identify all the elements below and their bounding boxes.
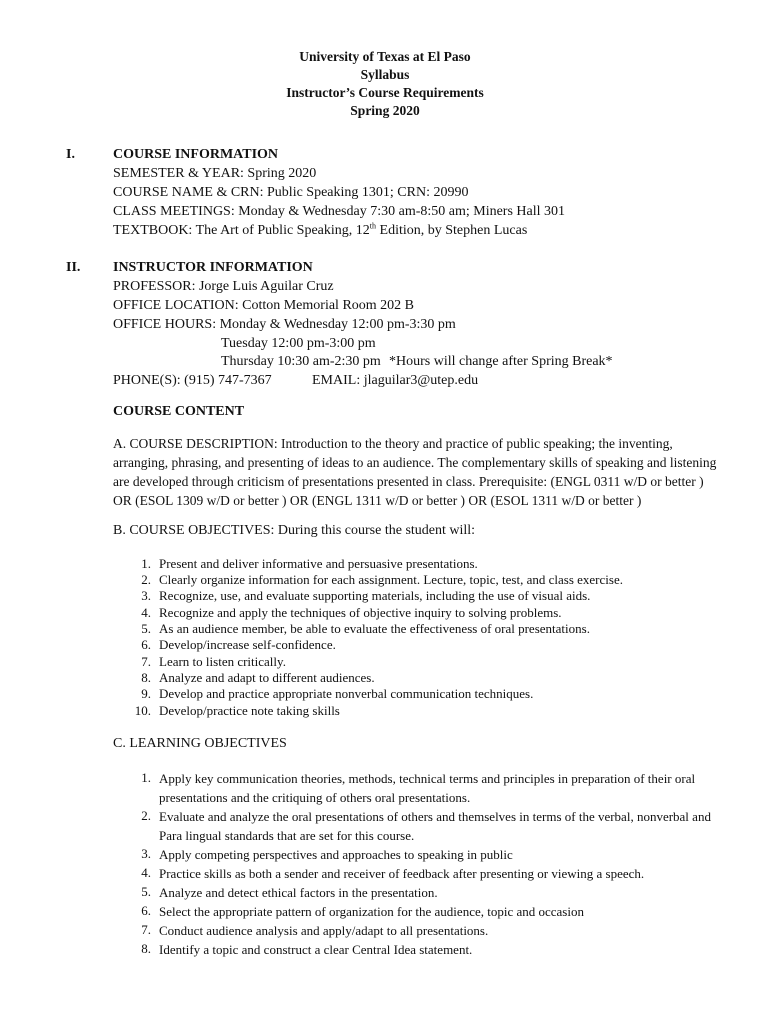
course-objectives-heading: B. COURSE OBJECTIVES: During this course the student will: <box>113 523 476 538</box>
list-number: 10. <box>134 703 151 718</box>
list-number: 8. <box>141 670 151 685</box>
list-number: 7. <box>141 654 151 669</box>
semester-line: SEMESTER & YEAR: Spring 2020 <box>113 166 317 181</box>
list-number: 4. <box>141 605 151 620</box>
list-item: Recognize, use, and evaluate supporting materials, including the use of visual aids. <box>159 588 591 603</box>
course-content-heading: COURSE CONTENT <box>113 404 245 419</box>
hours-change-note: *Hours will change after Spring Break* <box>389 354 613 369</box>
class-meetings-line: CLASS MEETINGS: Monday & Wednesday 7:30 am-8:50 am; Miners Hall 301 <box>113 204 566 219</box>
office-hours-tuesday: Tuesday 12:00 pm-3:00 pm <box>221 336 376 351</box>
section-2-numeral: II. <box>66 260 81 275</box>
list-item: Develop/practice note taking skills <box>159 703 340 718</box>
list-item: Apply competing perspectives and approaches to speaking in public <box>159 847 513 862</box>
course-description: A. COURSE DESCRIPTION: Introduction to the theory and practice of public speaking; the inventing, arranging, phrasing, and presenting of ideas to an audience. The complementary skills of speaking and listening are developed through criticism of presentations presented in class. Prerequisite: (ENGL 0311 w/D or better ) OR (ESOL 1309 w/D or better ) OR (ENGL 1311 w/D or better ) OR (ESOL 1311 w/D or better ) <box>113 436 717 508</box>
office-location-line: OFFICE LOCATION: Cotton Memorial Room 202 B <box>113 298 415 313</box>
list-item: Learn to listen critically. <box>159 654 286 669</box>
list-item: Select the appropriate pattern of organization for the audience, topic and occasion <box>159 904 584 919</box>
list-item: Clearly organize information for each assignment. Lecture, topic, test, and class exercise. <box>159 572 623 587</box>
list-item: Conduct audience analysis and apply/adapt to all presentations. <box>159 923 489 938</box>
document-type: Syllabus <box>360 67 410 82</box>
email-line: EMAIL: jlaguilar3@utep.edu <box>312 373 479 388</box>
list-number: 4. <box>141 865 151 880</box>
university-title: University of Texas at El Paso <box>299 49 471 64</box>
list-number: 8. <box>141 941 151 956</box>
list-item: Develop and practice appropriate nonverbal communication techniques. <box>159 686 534 701</box>
textbook-edition-suffix: th <box>369 221 377 231</box>
list-item: Practice skills as both a sender and receiver of feedback after presenting or viewing a speech. <box>159 866 645 881</box>
document-term: Spring 2020 <box>350 103 420 118</box>
list-item: Develop/increase self-confidence. <box>159 637 336 652</box>
list-number: 5. <box>141 621 151 636</box>
list-item: Identify a topic and construct a clear Central Idea statement. <box>159 942 473 957</box>
textbook-line <box>113 223 527 239</box>
list-number: 2. <box>141 572 151 587</box>
list-item: Evaluate and analyze the oral presentations of others and themselves in terms of the verbal, nonverbal and Para lingual standards that are set for this course. <box>159 809 711 843</box>
office-hours-line: OFFICE HOURS: Monday & Wednesday 12:00 pm-3:30 pm <box>113 317 456 332</box>
list-item: Recognize and apply the techniques of objective inquiry to solving problems. <box>159 605 562 620</box>
office-hours-thursday: Thursday 10:30 am-2:30 pm <box>221 354 381 369</box>
list-number: 1. <box>141 770 151 785</box>
document-subtitle: Instructor’s Course Requirements <box>286 85 484 100</box>
list-item: Analyze and adapt to different audiences. <box>159 670 375 685</box>
section-1-heading: COURSE INFORMATION <box>113 147 279 162</box>
list-number: 3. <box>141 588 151 603</box>
list-number: 2. <box>141 808 151 823</box>
section-2-heading: INSTRUCTOR INFORMATION <box>113 260 313 275</box>
list-number: 6. <box>141 637 151 652</box>
section-1-numeral: I. <box>66 147 75 162</box>
list-item: Analyze and detect ethical factors in the presentation. <box>159 885 438 900</box>
textbook-text: TEXTBOOK: The Art of Public Speaking, 12 <box>113 223 370 238</box>
list-number: 5. <box>141 884 151 899</box>
list-item: Present and deliver informative and persuasive presentations. <box>159 556 478 571</box>
list-item: As an audience member, be able to evaluate the effectiveness of oral presentations. <box>159 621 590 636</box>
list-item: Apply key communication theories, methods, technical terms and principles in preparation of their oral presentations and the critiquing of others oral presentations. <box>159 771 696 805</box>
list-number: 1. <box>141 556 151 571</box>
course-name-line: COURSE NAME & CRN: Public Speaking 1301; CRN: 20990 <box>113 185 469 200</box>
list-number: 9. <box>141 686 151 701</box>
list-number: 7. <box>141 922 151 937</box>
textbook-author: Edition, by Stephen Lucas <box>376 223 528 238</box>
professor-line: PROFESSOR: Jorge Luis Aguilar Cruz <box>113 279 334 294</box>
list-number: 3. <box>141 846 151 861</box>
learning-objectives-heading: C. LEARNING OBJECTIVES <box>113 736 287 751</box>
list-number: 6. <box>141 903 151 918</box>
phone-line: PHONE(S): (915) 747-7367 <box>113 373 272 388</box>
